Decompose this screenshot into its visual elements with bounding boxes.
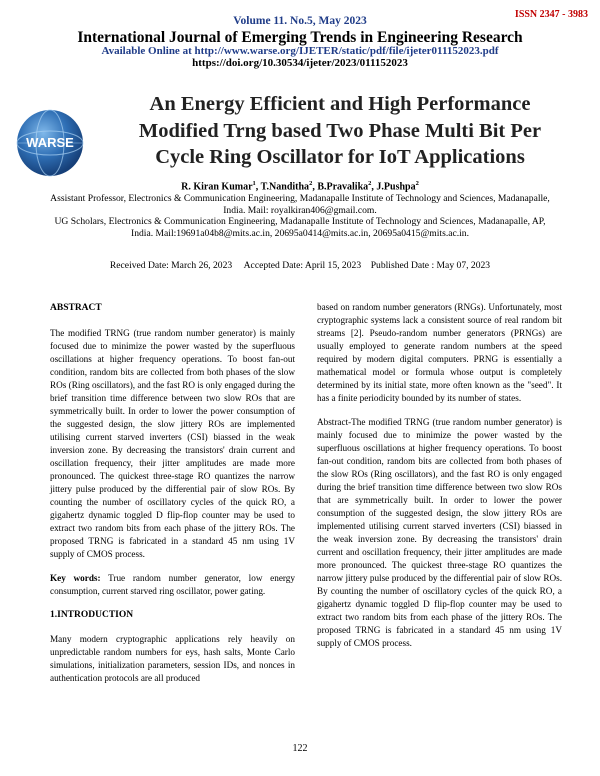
abstract-text: The modified TRNG (true random number generator) is mainly focused due to minimize the power wasted by the superfluous oscillations at higher frequency operations. To boost fan-out condition, random bits are collected from both phases of the slow ROs (Ring oscillators), and the fast RO is only engaged during the brief transition time difference between two slow ROs that are symmetrically built. In order to lower the power consumption of the suggested design, the slow jittery ROs are implemented utilising current starved inverters (CSI) biassed in the weak inversion zone. By decreasing the transistors' drain current and oscillation frequency, their jitter amplitudes are made more pronounced. The quickest three-stage RO quantizes the narrow jittery pulse produced by the differential pair of slow ROs. By counting the number of oscillatory cycles of the quick RO, a gigahertz dynamic toggled D flip-flop counter may be used to extract two random bits from each phase of the jittery ROs. The proposed TRNG is fabricated in a standard 45 nm using 1V supply of CMOS process. bbox=[50, 328, 295, 559]
affiliation-1: Assistant Professor, Electronics & Communication Engineering, Madanapalle Institute of Technology and Sciences, Madanapalle, India. Mail: royalkiran406@gmail.com. bbox=[50, 193, 550, 216]
introduction-heading: 1.INTRODUCTION bbox=[50, 610, 134, 620]
author-list: R. Kiran Kumar$^1$, T.Nanditha$^2$, B.Pravalika$^2$, J.Pushpa$^2$ bbox=[181, 180, 419, 193]
page-number: 122 bbox=[292, 743, 308, 754]
intro-continued: based on random number generators (RNGs). Unfortunately, most cryptographic systems lack a consistent source of real random bit streams [2]. Pseudo-random number generators (PRNGs) are usually employed to generate random numbers at the speed required by modern digital computers. PRNG is essentially a mathematical model or formula whose output is completely determined by its initial state, more often known as the "seed". It has a finite periodicity bounded by its number of states. bbox=[317, 302, 562, 403]
title-line-2: Modified Trng based Two Phase Multi Bit Per bbox=[138, 119, 542, 142]
author-name: B.Pravalika bbox=[317, 181, 369, 193]
keywords: Key words: True random number generator, low energy consumption, current starved ring oscillator, power gating. bbox=[50, 573, 295, 596]
title-line-1: An Energy Efficient and High Performance bbox=[149, 93, 531, 115]
introduction-text: Many modern cryptographic applications rely heavily on unpredictable random numbers for eys, hash salts, Monte Carlo simulations, initialization parameters, session IDs, and nonces in authentication protocols are all produced bbox=[50, 634, 295, 683]
title-line-3: Cycle Ring Oscillator for IoT Applications bbox=[155, 146, 525, 168]
publication-dates: Received Date: March 26, 2023 Accepted Date: April 15, 2023 Published Date : May 07, 2023 bbox=[109, 260, 491, 271]
paper-title bbox=[95, 91, 585, 171]
author-name: T.Nanditha bbox=[260, 181, 310, 193]
author-name: R. Kiran Kumar bbox=[181, 181, 253, 193]
journal-title: International Journal of Emerging Trends in Engineering Research bbox=[77, 29, 523, 46]
volume-line: Volume 11. No.5, May 2023 bbox=[233, 15, 367, 27]
abstract-heading: ABSTRACT bbox=[50, 303, 102, 313]
issn-label: ISSN 2347 - 3983 bbox=[514, 9, 588, 20]
author-name: J.Pushpa bbox=[376, 181, 416, 193]
right-column bbox=[317, 301, 562, 661]
doi-link[interactable]: https://doi.org/10.30534/ijeter/2023/011152023 bbox=[192, 57, 408, 69]
affiliation-2: UG Scholars, Electronics & Communication Engineering, Madanapalle Institute of Technology and Sciences, Madanapalle, AP, India. Mail:19691a04b8@mits.ac.in, 20695a0414@mits.ac.in, 20695a0415@mits.ac.in. bbox=[54, 216, 546, 239]
affiliations bbox=[45, 193, 555, 239]
abstract-repeat: Abstract-The modified TRNG (true random number generator) is mainly focused due to minimize the power wasted by the superfluous oscillations at higher frequency operations. To boost fan-out condition, random bits are collected from both phases of the slow ROs (Ring oscillators), and the fast RO is only engaged during the brief transition time difference between two slow ROs that are symmetrically built. In order to lower the power consumption of the suggested design, the slow jittery ROs are implemented utilising current starved inverters (CSI) biassed in the weak inversion zone. By decreasing the transistors' drain current and oscillation frequency, their jitter amplitudes are made more pronounced. The quickest three-stage RO quantizes the narrow jittery pulse produced by the differential pair of slow ROs. By counting the number of oscillatory cycles of the quick RO, a gigahertz dynamic toggled D flip-flop counter may be used to extract two random bits from each phase of the jittery ROs. The proposed TRNG is fabricated in a standard 45 nm using 1V supply of CMOS process. bbox=[317, 417, 562, 648]
warse-logo bbox=[15, 108, 85, 178]
left-column bbox=[50, 302, 295, 696]
logo-text: WARSE bbox=[26, 135, 74, 150]
online-url[interactable]: Available Online at http://www.warse.org/IJETER/static/pdf/file/ijeter011152023.pdf bbox=[101, 45, 499, 57]
